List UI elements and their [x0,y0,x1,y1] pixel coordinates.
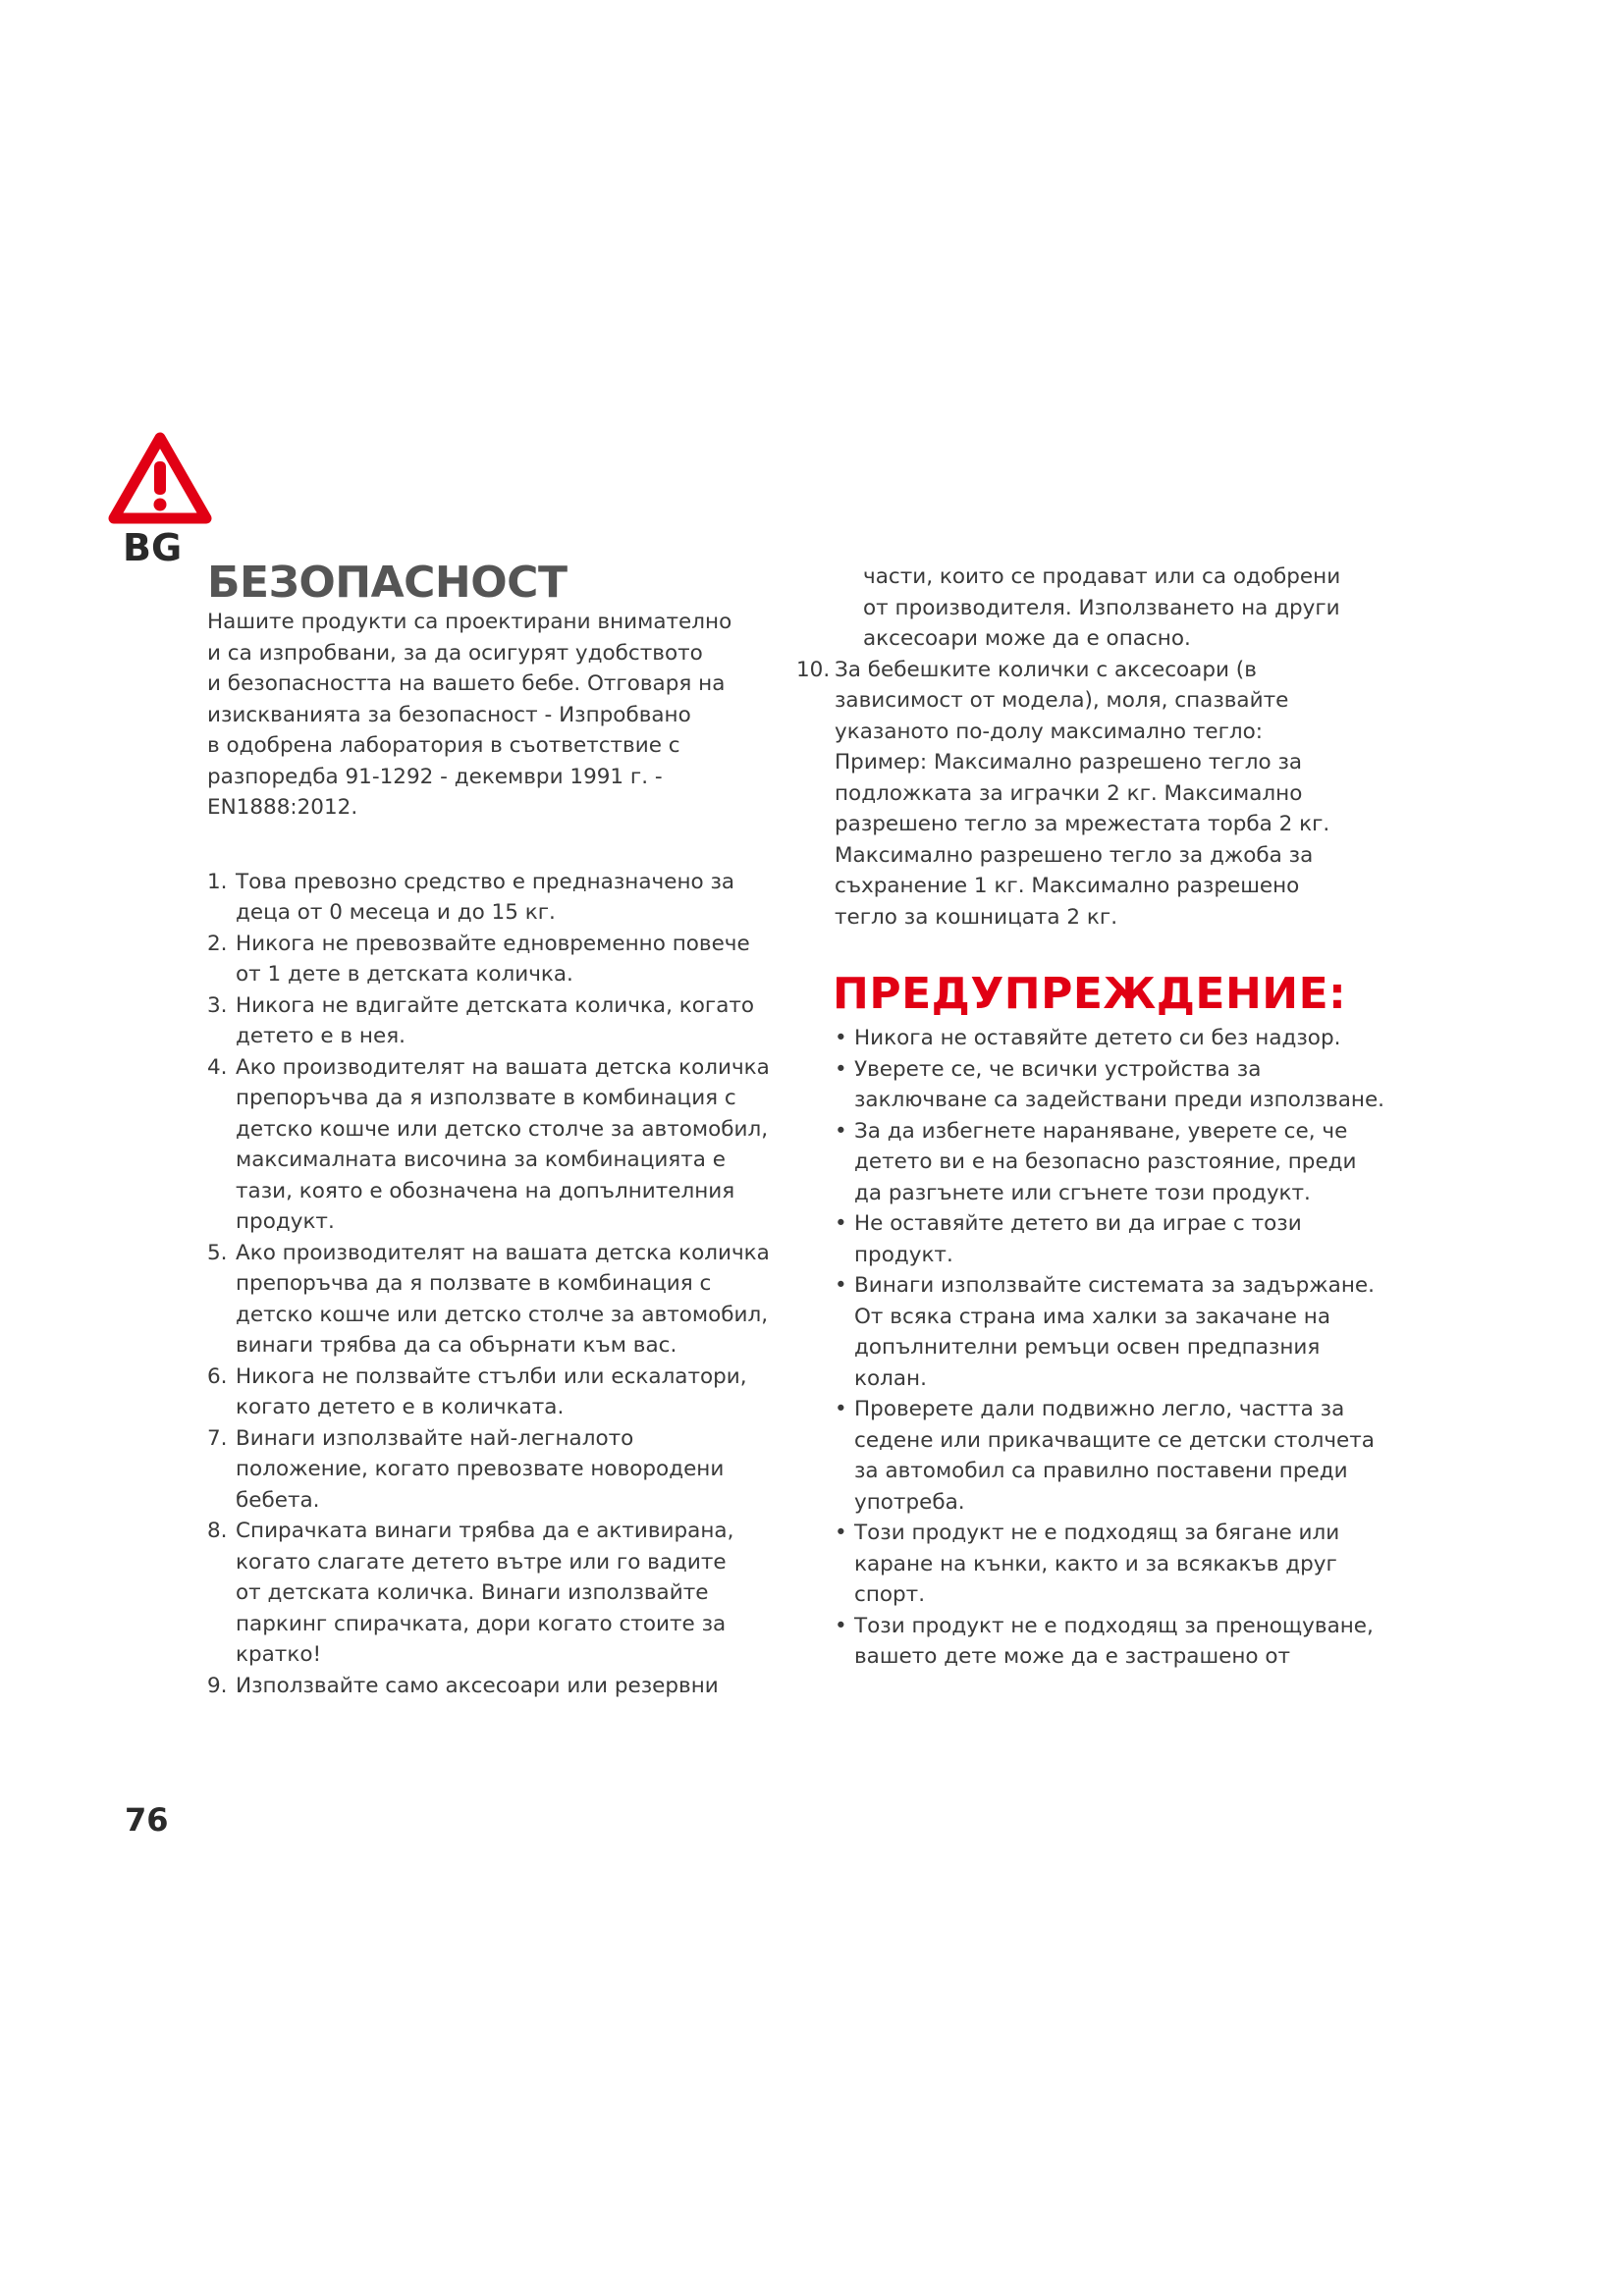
text-line: части, които се продават или са одобрени [863,564,1341,589]
text-line: Спирачката винаги трябва да е активирана, [236,1519,734,1543]
text-line: аксесоари може да е опасно. [863,626,1191,651]
warning-item [835,1208,1404,1270]
text-line: вашето дете може да е застрашено от [854,1644,1291,1669]
text-line: Никога не вдигайте детската количка, когато [236,992,755,1018]
rule-number: 4. [207,1054,228,1080]
intro-line: и са изпробвани, за да осигурят удобството [207,640,703,666]
safety-rule-item [796,655,1404,934]
safety-rules-list-continued [796,561,1404,933]
text-line: от детската количка. Винаги използвайте [236,1580,709,1605]
text-line: • За да избегнете нараняване, уверете се, че [854,1118,1348,1144]
language-code: BG [123,526,183,569]
text-line: Използвайте само аксесоари или резервни [236,1673,719,1698]
text-line: Винаги използвайте най-легналото [236,1425,634,1451]
warning-item [835,1116,1404,1209]
text-line: паркинг спирачката, дори когато стоите за [236,1611,727,1636]
text-line: положение, когато превозвате новородени [236,1457,725,1481]
safety-rule-item [207,1238,777,1362]
safety-rule-item-continued [835,561,1404,655]
rule-number: 7. [207,1425,228,1451]
text-line: детско кошче или детско столче за автомобил, [236,1302,769,1327]
text-line: спорт. [854,1582,926,1607]
safety-rule-item [207,1423,777,1517]
safety-rule-item [207,990,777,1052]
text-line: деца от 0 месеца и до 15 кг. [236,900,556,925]
rule-number: 9. [207,1673,228,1698]
warning-list [835,1023,1404,1673]
right-column [796,561,1404,1673]
text-line: от 1 дете в детската количка. [236,962,573,987]
warning-title: ПРЕДУПРЕЖДЕНИЕ: [833,969,1347,1019]
intro-line: EN1888:2012. [207,795,358,820]
safety-title: БЕЗОПАСНОСТ [207,558,568,608]
text-line: За бебешките колички с аксесоари (в [835,657,1257,682]
text-line: разрешено тегло за мрежестата торба 2 кг. [835,812,1330,836]
text-line: когато детето е в количката. [236,1395,565,1419]
text-line: тегло за кошницата 2 кг. [835,904,1118,930]
text-line: • Уверете се, че всички устройства за [854,1056,1262,1082]
text-line: кратко! [236,1642,322,1667]
rule-number: 2. [207,931,228,956]
rule-number: 10. [796,657,831,682]
text-line: за автомобил са правилно поставени преди [854,1459,1348,1483]
safety-intro [207,607,777,824]
text-line: указаното по-долу максимално тегло: [835,719,1264,744]
intro-line: изискванията за безопасност - Изпробвано [207,702,691,727]
rule-number: 1. [207,869,228,894]
text-line: детето е в нея. [236,1024,406,1048]
safety-rules-list [207,867,777,1702]
text-line: Ако производителят на вашата детска количка [236,1240,770,1265]
text-line: максималната височина за комбинацията е [236,1148,727,1172]
text-line: употреба. [854,1489,965,1515]
intro-line: в одобрена лаборатория в съответствие с [207,733,680,758]
safety-rule-item [207,1671,777,1702]
safety-rule-item [207,1516,777,1671]
text-line: Никога не превозвайте едновременно повече [236,931,750,956]
text-line: да разгънете или сгънете този продукт. [854,1180,1311,1205]
text-line: детско кошче или детско столче за автомобил, [236,1116,769,1142]
text-line: винаги трябва да са обърнати към вас. [236,1333,677,1358]
text-line: тази, която е обозначена на допълнителния [236,1178,735,1203]
text-line: Ако производителят на вашата детска количка [236,1054,770,1080]
text-line: препоръчва да я ползвате в комбинация с [236,1271,712,1296]
text-line: колан. [854,1365,927,1391]
intro-line: и безопасността на вашето бебе. Отговаря на [207,671,726,696]
text-line: • Този продукт не е подходящ за бягане или [854,1521,1340,1545]
text-line: Това превозно средство е предназначено за [236,869,735,894]
text-line: • Този продукт не е подходящ за пренощуване, [854,1613,1374,1638]
text-line: детето ви е на безопасно разстояние, преди [854,1149,1357,1174]
safety-rule-item [207,867,777,929]
text-line: продукт. [854,1242,953,1267]
warning-triangle-icon [108,432,212,526]
text-line: • Винаги използвайте системата за задържане. [854,1273,1375,1298]
safety-rule-item [207,929,777,990]
text-line: препоръчва да я използвате в комбинация с [236,1086,736,1110]
text-line: бебета. [236,1487,320,1513]
text-line: Пример: Максимално разрешено тегло за [835,750,1303,774]
intro-line: Нашите продукти са проектирани внимателно [207,610,732,634]
text-line: когато слагате детето вътре или го вадите [236,1549,727,1575]
warning-item [835,1270,1404,1394]
rule-number: 6. [207,1363,228,1389]
warning-item [835,1518,1404,1611]
safety-rule-item [207,1362,777,1423]
intro-line: разпоредба 91-1292 - декември 1991 г. - [207,764,663,789]
text-line: • Проверете дали подвижно легло, частта за [854,1397,1345,1421]
warning-item [835,1611,1404,1673]
text-line: • Никога не оставяйте детето си без надзор. [854,1026,1341,1050]
safety-rule-item [207,1052,777,1238]
text-line: заключване са задействани преди използване. [854,1088,1385,1112]
left-column [207,560,777,1701]
text-line: подложката за играчки 2 кг. Максимално [835,780,1303,806]
text-line: допълнителни ремъци освен предпазния [854,1335,1321,1360]
rule-number: 8. [207,1519,228,1543]
text-line: от производителя. Използването на други [863,595,1340,620]
text-line: Максимално разрешено тегло за джоба за [835,842,1314,868]
text-line: От всяка страна има халки за закачане на [854,1304,1331,1329]
text-line: зависимост от модела), моля, спазвайте [835,688,1289,713]
rule-number: 5. [207,1240,228,1265]
rule-number: 3. [207,992,228,1018]
text-line: продукт. [236,1209,335,1234]
text-line: Никога не ползвайте стълби или ескалатори, [236,1363,747,1389]
warning-item [835,1023,1404,1054]
page-number: 76 [125,1801,169,1839]
text-line: седене или прикачващите се детски столчета [854,1427,1375,1453]
text-line: каране на кънки, както и за всякакъв друг [854,1551,1337,1576]
warning-item [835,1054,1404,1116]
warning-item [835,1394,1404,1518]
text-line: съхранение 1 кг. Максимално разрешено [835,874,1300,898]
text-line: • Не оставяйте детето ви да играе с този [854,1211,1302,1236]
